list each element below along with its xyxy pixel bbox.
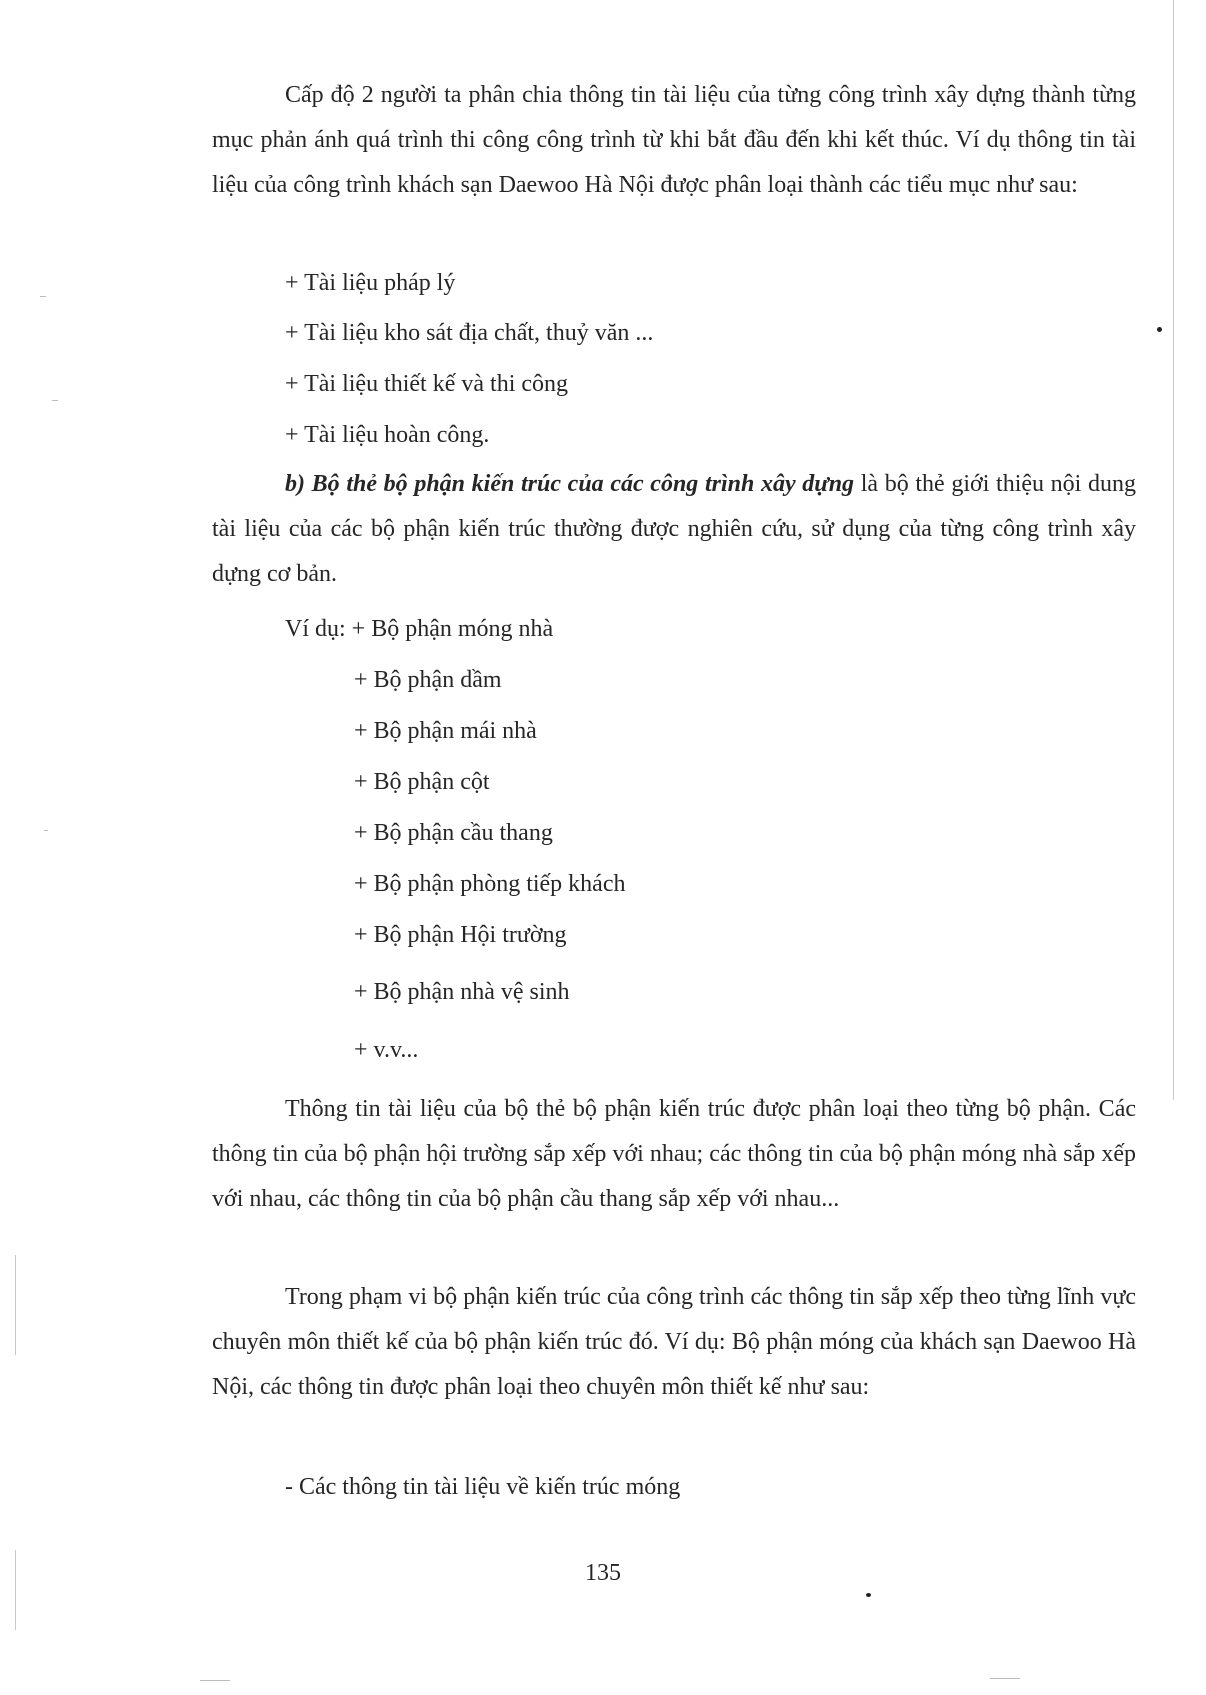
list-item: + Bộ phận dầm	[354, 667, 502, 693]
section-heading-b: b) Bộ thẻ bộ phận kiến trúc của các công trình xây dựng	[285, 471, 855, 497]
list-item: + Bộ phận phòng tiếp khách	[354, 871, 626, 897]
list-item: + Bộ phận cầu thang	[354, 820, 553, 846]
scan-edge-line	[1173, 0, 1174, 1100]
scan-speck	[200, 1680, 230, 1681]
scan-speck	[1157, 327, 1162, 332]
paragraph-pham-vi: Trong phạm vi bộ phận kiến trúc của công trình các thông tin sắp xếp theo từng lĩnh vực chuyên môn thiết kế của bộ phận kiến trúc đó. Ví dụ: Bộ phận móng của khách sạn Daewoo Hà Nội, các thông tin được phân loại theo chuyên môn thiết kế như sau:	[212, 1284, 1136, 1400]
scan-speck	[866, 1593, 871, 1597]
scan-edge-line	[15, 1255, 16, 1355]
paragraph-phan-loai: Thông tin tài liệu của bộ thẻ bộ phận kiến trúc được phân loại theo từng bộ phận. Các thông tin của bộ phận hội trường sắp xếp với nhau; các thông tin của bộ phận móng nhà sắp xếp với nhau, các thông tin của bộ phận cầu thang sắp xếp với nhau...	[212, 1096, 1136, 1212]
list-item: + Bộ phận Hội trường	[354, 922, 567, 948]
page-number: 135	[585, 1560, 621, 1586]
list-item: - Các thông tin tài liệu về kiến trúc móng	[285, 1474, 681, 1500]
paragraph-text: là bộ thẻ giới thiệu nội dung tài liệu của các bộ phận kiến trúc thường được nghiên cứu, sử dụng của từng công trình xây dựng cơ bản.	[212, 471, 1137, 587]
paragraph-bo-the-bo-phan	[212, 462, 1136, 597]
scan-speck	[44, 830, 48, 831]
list-item: + Bộ phận nhà vệ sinh	[354, 979, 570, 1005]
example-label: Ví dụ: + Bộ phận móng nhà	[285, 616, 554, 642]
scan-speck	[52, 400, 58, 401]
scan-speck	[40, 296, 46, 297]
scan-speck	[990, 1678, 1020, 1679]
list-item: + v.v...	[354, 1037, 419, 1063]
list-item: + Tài liệu thiết kế và thi công	[285, 371, 569, 397]
list-item: + Bộ phận cột	[354, 769, 490, 795]
scan-edge-line	[15, 1550, 16, 1630]
paragraph-cap-do-2: Cấp độ 2 người ta phân chia thông tin tài liệu của từng công trình xây dựng thành từng mục phản ánh quá trình thi công công trình từ khi bắt đầu đến khi kết thúc. Ví dụ thông tin tài liệu của công trình khách sạn Daewoo Hà Nội được phân loại thành các tiểu mục như sau:	[212, 82, 1136, 198]
list-item: + Bộ phận mái nhà	[354, 718, 537, 744]
list-item: + Tài liệu hoàn công.	[285, 422, 490, 448]
list-item: + Tài liệu pháp lý	[285, 270, 456, 296]
list-item: + Tài liệu kho sát địa chất, thuỷ văn ...	[285, 320, 654, 346]
